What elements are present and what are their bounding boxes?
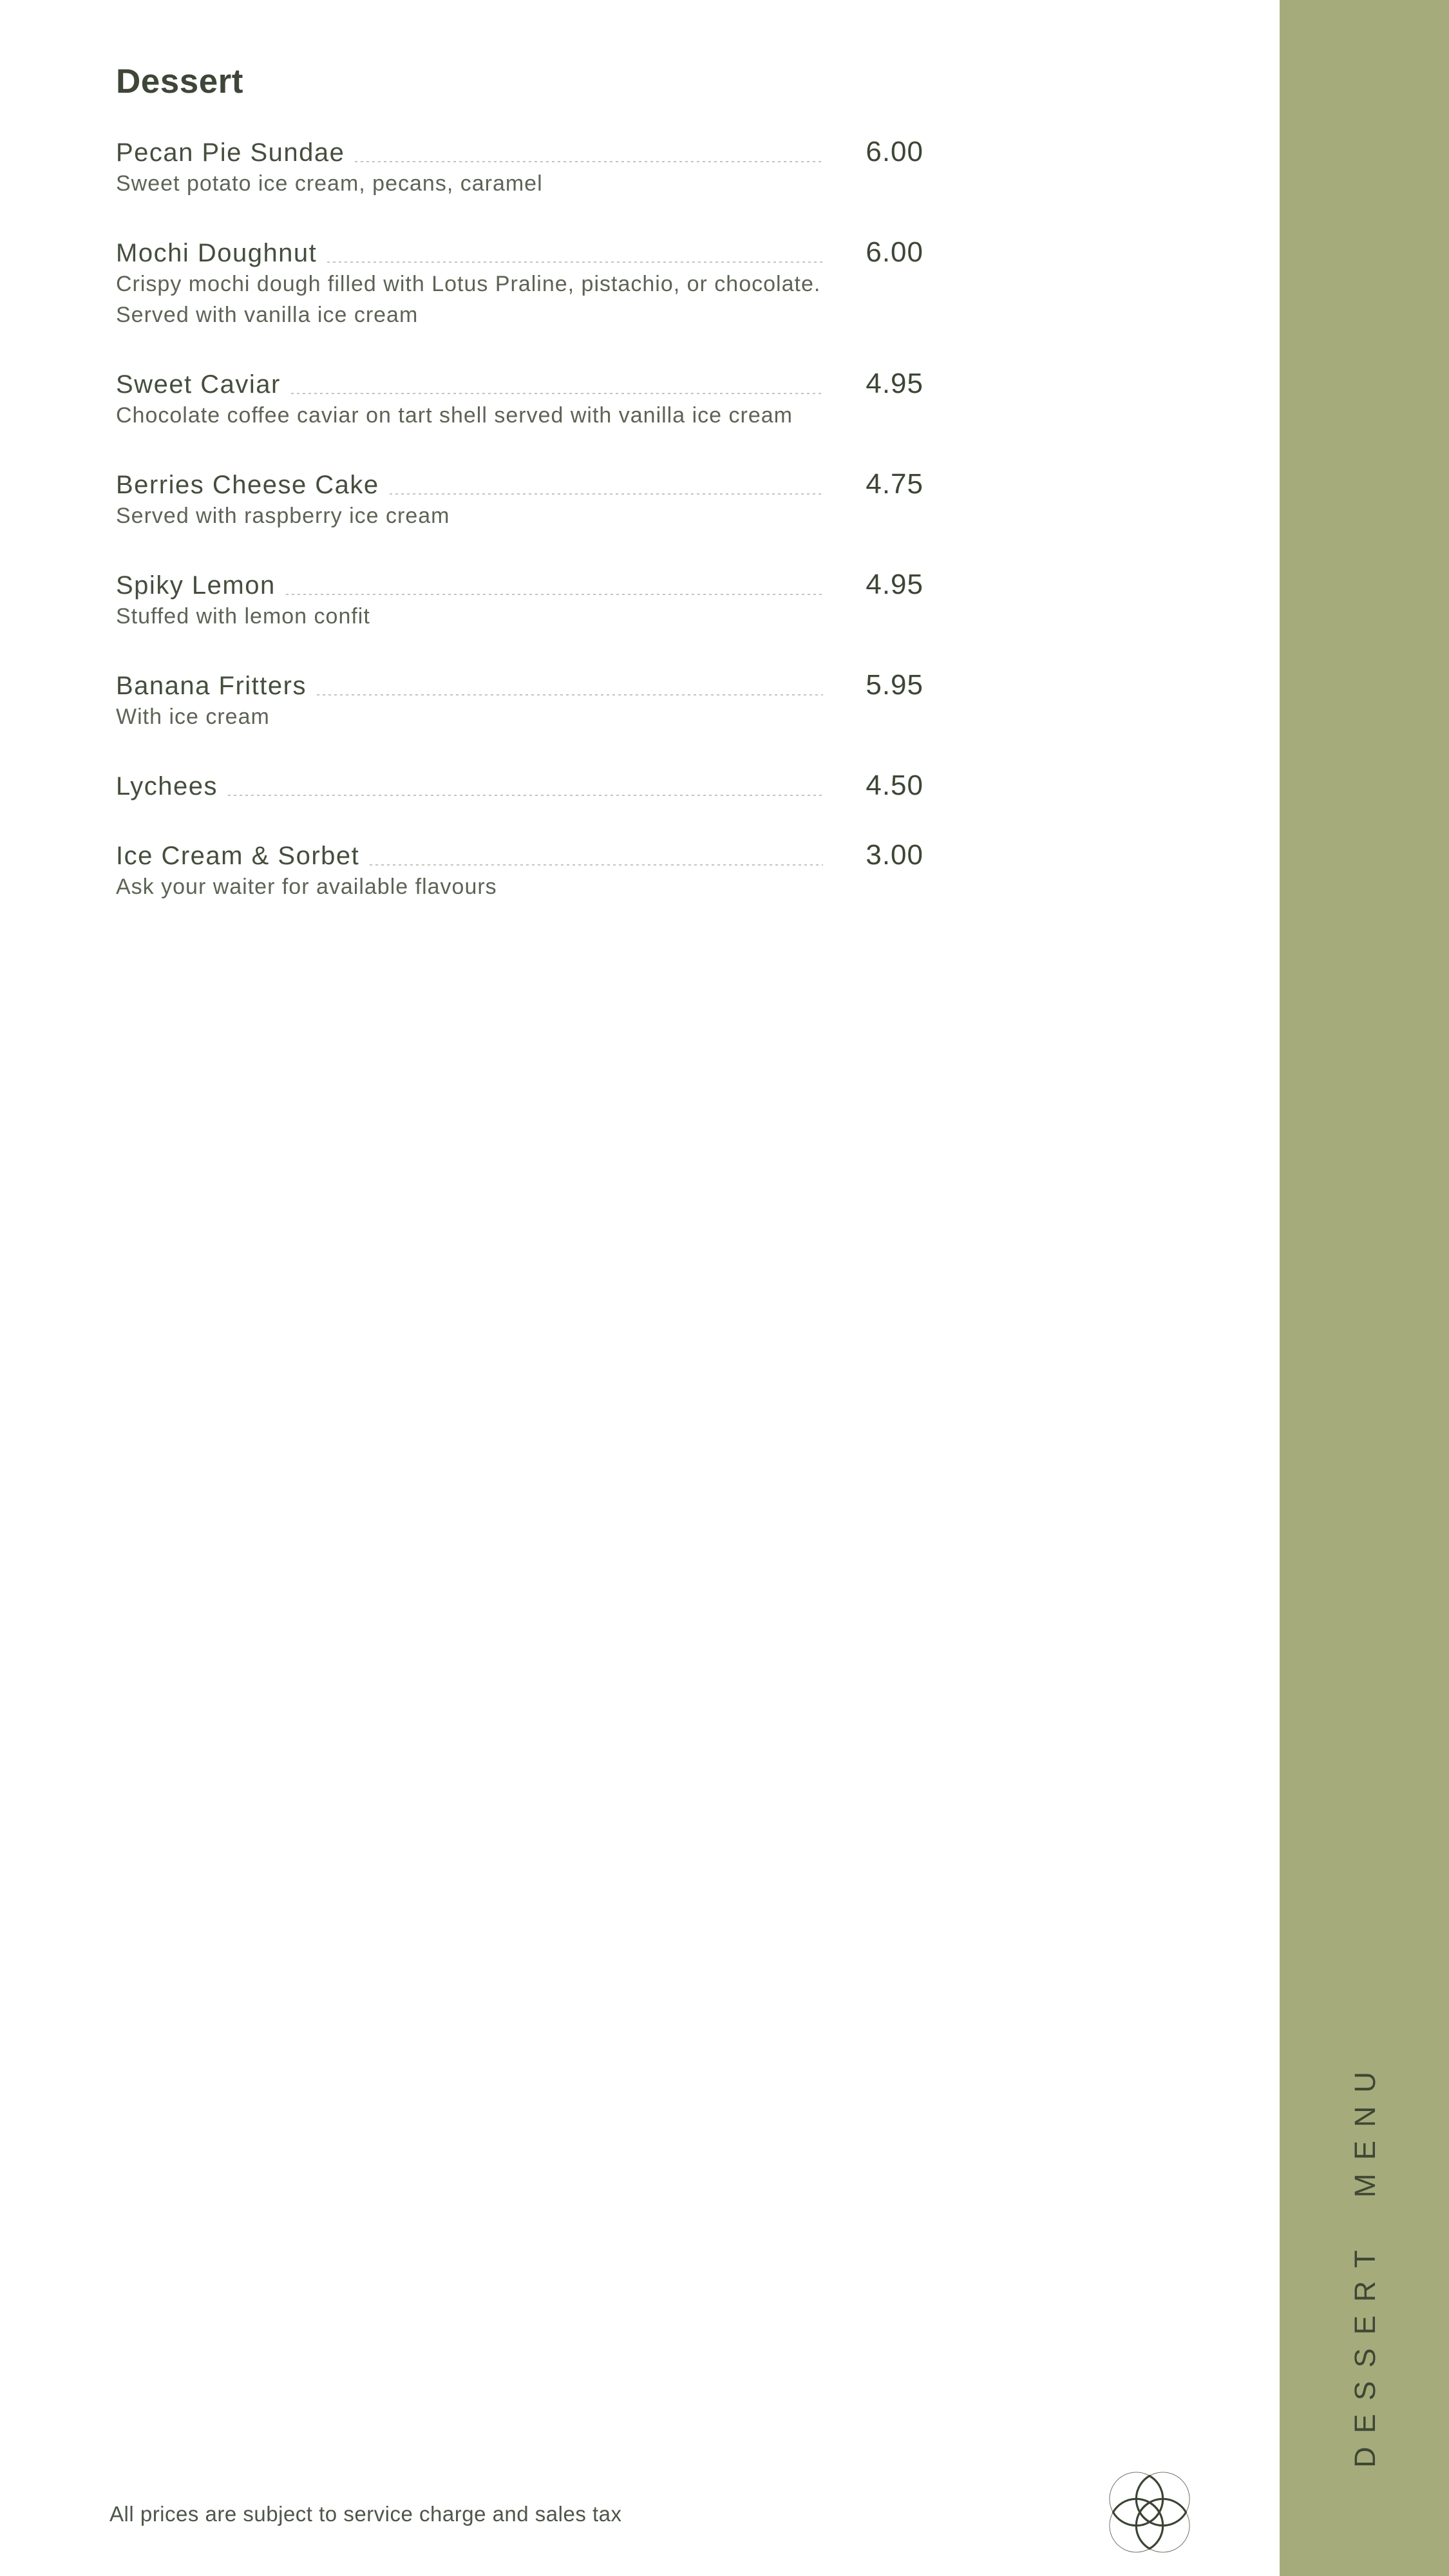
- menu-item-name: Lychees: [116, 772, 218, 800]
- four-petal-flower-logo-icon: [1105, 2468, 1194, 2557]
- menu-item-list: [116, 137, 923, 902]
- menu-item-description: Chocolate coffee caviar on tart shell served with vanilla ice cream: [116, 403, 793, 428]
- menu-item-description: Sweet potato ice cream, pecans, caramel: [116, 171, 543, 196]
- menu-item-name: Ice Cream & Sorbet: [116, 842, 360, 870]
- menu-item-name: Pecan Pie Sundae: [116, 138, 345, 167]
- dotted-leader: [390, 469, 823, 500]
- menu-item-row: [116, 469, 923, 500]
- menu-item-row: [116, 569, 923, 601]
- menu-item: [116, 770, 923, 802]
- menu-item-description: Stuffed with lemon confit: [116, 604, 370, 629]
- dotted-leader: [291, 368, 823, 400]
- menu-item: [116, 368, 923, 431]
- menu-item-description: With ice cream: [116, 705, 270, 729]
- menu-item-description: Served with raspberry ice cream: [116, 504, 450, 528]
- menu-item: [116, 237, 923, 330]
- menu-item-row: [116, 237, 923, 269]
- menu-item-row: [116, 840, 923, 871]
- dotted-leader: [355, 137, 823, 168]
- section-title: Dessert: [116, 62, 243, 100]
- menu-item-description: Ask your waiter for available flavours: [116, 875, 497, 899]
- menu-item-name: Sweet Caviar: [116, 370, 281, 399]
- menu-item-row: [116, 670, 923, 701]
- dotted-leader: [228, 770, 823, 802]
- dotted-leader: [317, 670, 823, 701]
- menu-item-price: 6.00: [866, 236, 923, 268]
- menu-item-description: Crispy mochi dough filled with Lotus Praline, pistachio, or chocolate.: [116, 272, 821, 296]
- menu-item-name: Spiky Lemon: [116, 571, 276, 600]
- menu-item-price: 4.50: [866, 770, 923, 801]
- menu-item: [116, 137, 923, 199]
- menu-item: [116, 469, 923, 531]
- menu-item-price: 4.95: [866, 368, 923, 399]
- menu-item: [116, 569, 923, 632]
- menu-item-description: Served with vanilla ice cream: [116, 303, 419, 327]
- menu-item-price: 3.00: [866, 839, 923, 871]
- dotted-leader: [327, 237, 823, 269]
- menu-item-row: [116, 137, 923, 168]
- menu-item-price: 4.75: [866, 468, 923, 500]
- menu-item-row: [116, 770, 923, 802]
- menu-item-row: [116, 368, 923, 400]
- sidebar-vertical-title: DESSERT MENU: [1349, 2058, 1381, 2468]
- menu-item-price: 4.95: [866, 569, 923, 600]
- menu-item-name: Berries Cheese Cake: [116, 471, 379, 499]
- menu-item-price: 6.00: [866, 136, 923, 167]
- menu-item: [116, 840, 923, 902]
- dotted-leader: [370, 840, 823, 871]
- footer-note: All prices are subject to service charge and sales tax: [109, 2502, 622, 2526]
- menu-item-name: Mochi Doughnut: [116, 239, 317, 267]
- menu-content: [116, 63, 923, 940]
- menu-item-name: Banana Fritters: [116, 672, 307, 700]
- menu-item: [116, 670, 923, 732]
- menu-item-price: 5.95: [866, 669, 923, 701]
- dotted-leader: [286, 569, 823, 601]
